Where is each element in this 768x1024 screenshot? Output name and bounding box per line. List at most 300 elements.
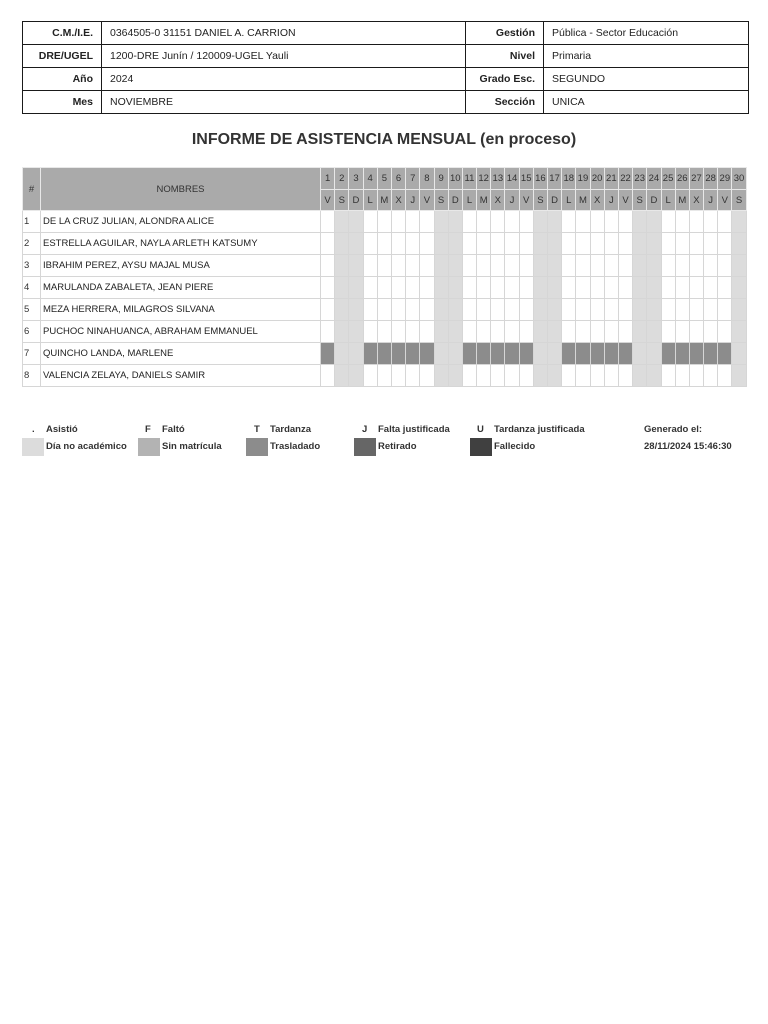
swatch-trasladado: [246, 438, 268, 456]
day-number-header: 28: [704, 168, 718, 190]
attendance-cell: [633, 321, 647, 343]
attendance-cell: [448, 255, 462, 277]
attendance-cell: [406, 343, 420, 365]
day-number-header: 10: [448, 168, 462, 190]
grado-value: SEGUNDO: [544, 68, 749, 91]
attendance-cell: [349, 211, 363, 233]
day-number-header: 29: [718, 168, 732, 190]
swatch-sin-matricula: [138, 438, 160, 456]
attendance-cell: [618, 233, 632, 255]
attendance-cell: [590, 299, 604, 321]
weekday-header: D: [548, 190, 562, 211]
attendance-cell: [548, 299, 562, 321]
attendance-cell: [335, 321, 349, 343]
attendance-cell: [391, 211, 405, 233]
attendance-cell: [718, 211, 732, 233]
cmie-label: C.M./I.E.: [23, 22, 102, 45]
attendance-cell: [505, 277, 519, 299]
attendance-cell: [448, 343, 462, 365]
attendance-cell: [519, 233, 533, 255]
attendance-cell: [363, 343, 377, 365]
weekday-header: J: [505, 190, 519, 211]
attendance-cell: [519, 343, 533, 365]
attendance-cell: [633, 299, 647, 321]
attendance-cell: [647, 321, 661, 343]
attendance-cell: [533, 365, 547, 387]
attendance-cell: [462, 255, 476, 277]
attendance-cell: [477, 277, 491, 299]
attendance-cell: [732, 211, 746, 233]
attendance-cell: [562, 321, 576, 343]
attendance-cell: [533, 211, 547, 233]
student-number: 7: [23, 343, 41, 365]
student-name: MEZA HERRERA, MILAGROS SILVANA: [41, 299, 321, 321]
attendance-cell: [533, 277, 547, 299]
attendance-cell: [562, 277, 576, 299]
attendance-cell: [477, 211, 491, 233]
day-number-header: 8: [420, 168, 434, 190]
student-name: MARULANDA ZABALETA, JEAN PIERE: [41, 277, 321, 299]
attendance-cell: [363, 321, 377, 343]
seccion-value: UNICA: [544, 91, 749, 114]
attendance-cell: [647, 233, 661, 255]
student-number: 3: [23, 255, 41, 277]
attendance-cell: [718, 233, 732, 255]
attendance-cell: [377, 343, 391, 365]
legend-code-tardanza-justificada: U: [477, 424, 484, 435]
attendance-cell: [562, 211, 576, 233]
attendance-cell: [576, 211, 590, 233]
attendance-cell: [321, 255, 335, 277]
attendance-cell: [505, 365, 519, 387]
attendance-cell: [406, 255, 420, 277]
weekday-header: S: [533, 190, 547, 211]
attendance-cell: [349, 365, 363, 387]
attendance-cell: [718, 277, 732, 299]
attendance-cell: [491, 233, 505, 255]
attendance-cell: [420, 321, 434, 343]
attendance-cell: [462, 233, 476, 255]
day-number-header: 19: [576, 168, 590, 190]
attendance-cell: [618, 299, 632, 321]
attendance-cell: [633, 255, 647, 277]
attendance-cell: [647, 299, 661, 321]
attendance-cell: [321, 321, 335, 343]
weekday-header: D: [647, 190, 661, 211]
attendance-cell: [647, 211, 661, 233]
weekday-header: M: [675, 190, 689, 211]
attendance-cell: [590, 255, 604, 277]
attendance-cell: [732, 365, 746, 387]
day-number-header: 1: [321, 168, 335, 190]
student-number: 2: [23, 233, 41, 255]
day-number-header: 22: [618, 168, 632, 190]
day-number-header: 4: [363, 168, 377, 190]
attendance-cell: [377, 233, 391, 255]
student-number: 5: [23, 299, 41, 321]
attendance-cell: [675, 277, 689, 299]
student-number: 4: [23, 277, 41, 299]
student-row: [23, 343, 747, 365]
attendance-cell: [732, 255, 746, 277]
attendance-cell: [718, 321, 732, 343]
attendance-cell: [462, 277, 476, 299]
day-number-header: 24: [647, 168, 661, 190]
attendance-cell: [675, 365, 689, 387]
attendance-cell: [562, 233, 576, 255]
weekday-header: V: [321, 190, 335, 211]
student-row: [23, 211, 747, 233]
generated-value: 28/11/2024 15:46:30: [644, 441, 732, 452]
attendance-cell: [618, 211, 632, 233]
swatch-fallecido: [470, 438, 492, 456]
seccion-label: Sección: [466, 91, 544, 114]
attendance-cell: [647, 277, 661, 299]
day-number-header: 5: [377, 168, 391, 190]
student-row: [23, 365, 747, 387]
day-number-header: 7: [406, 168, 420, 190]
attendance-cell: [434, 343, 448, 365]
attendance-cell: [391, 321, 405, 343]
attendance-cell: [533, 233, 547, 255]
attendance-cell: [689, 365, 703, 387]
attendance-cell: [548, 211, 562, 233]
attendance-cell: [519, 365, 533, 387]
day-number-header: 11: [462, 168, 476, 190]
student-row: [23, 299, 747, 321]
attendance-cell: [604, 277, 618, 299]
day-number-header: 26: [675, 168, 689, 190]
weekday-header: D: [349, 190, 363, 211]
attendance-cell: [321, 233, 335, 255]
attendance-cell: [533, 255, 547, 277]
attendance-cell: [618, 255, 632, 277]
attendance-cell: [391, 255, 405, 277]
page-title: INFORME DE ASISTENCIA MENSUAL (en proceso): [191, 131, 577, 148]
grado-label: Grado Esc.: [466, 68, 544, 91]
attendance-cell: [519, 211, 533, 233]
attendance-cell: [675, 343, 689, 365]
day-number-header: 3: [349, 168, 363, 190]
attendance-cell: [689, 321, 703, 343]
weekday-header: X: [689, 190, 703, 211]
attendance-cell: [349, 255, 363, 277]
day-number-header: 6: [391, 168, 405, 190]
legend-label-tardanza: Tardanza: [270, 424, 312, 435]
attendance-cell: [491, 365, 505, 387]
attendance-cell: [363, 299, 377, 321]
attendance-cell: [462, 365, 476, 387]
legend-label-trasladado: Trasladado: [270, 441, 321, 452]
weekday-header: L: [462, 190, 476, 211]
student-name: ESTRELLA AGUILAR, NAYLA ARLETH KATSUMY: [41, 233, 321, 255]
attendance-cell: [377, 321, 391, 343]
day-number-header: 15: [519, 168, 533, 190]
legend-code-asistio: .: [32, 424, 35, 435]
weekday-header: S: [732, 190, 746, 211]
attendance-cell: [434, 211, 448, 233]
legend-label-fallecido: Fallecido: [494, 441, 536, 452]
attendance-cell: [335, 365, 349, 387]
anio-label: Año: [23, 68, 102, 91]
day-number-header: 14: [505, 168, 519, 190]
legend-code-tardanza: T: [254, 424, 260, 435]
attendance-cell: [533, 343, 547, 365]
attendance-cell: [406, 233, 420, 255]
attendance-cell: [661, 343, 675, 365]
attendance-cell: [448, 299, 462, 321]
weekday-header: D: [448, 190, 462, 211]
day-number-header: 18: [562, 168, 576, 190]
attendance-cell: [675, 299, 689, 321]
attendance-cell: [505, 321, 519, 343]
attendance-cell: [321, 343, 335, 365]
attendance-cell: [363, 277, 377, 299]
nivel-label: Nivel: [466, 45, 544, 68]
student-row: [23, 277, 747, 299]
weekday-header: J: [406, 190, 420, 211]
weekday-header: X: [590, 190, 604, 211]
attendance-cell: [363, 233, 377, 255]
attendance-cell: [590, 277, 604, 299]
attendance-cell: [562, 365, 576, 387]
attendance-cell: [477, 321, 491, 343]
legend-label-retirado: Retirado: [378, 441, 417, 452]
attendance-cell: [349, 233, 363, 255]
attendance-cell: [704, 211, 718, 233]
attendance-cell: [434, 277, 448, 299]
attendance-cell: [604, 343, 618, 365]
attendance-cell: [448, 233, 462, 255]
attendance-cell: [491, 255, 505, 277]
attendance-cell: [420, 255, 434, 277]
dre-label: DRE/UGEL: [23, 45, 102, 68]
attendance-cell: [505, 255, 519, 277]
attendance-cell: [363, 211, 377, 233]
attendance-cell: [661, 299, 675, 321]
student-name: IBRAHIM PEREZ, AYSU MAJAL MUSA: [41, 255, 321, 277]
attendance-cell: [491, 299, 505, 321]
attendance-cell: [349, 299, 363, 321]
attendance-cell: [661, 277, 675, 299]
attendance-cell: [590, 211, 604, 233]
attendance-cell: [633, 343, 647, 365]
attendance-cell: [335, 277, 349, 299]
weekday-header: M: [477, 190, 491, 211]
attendance-cell: [448, 211, 462, 233]
attendance-cell: [548, 277, 562, 299]
attendance-cell: [576, 343, 590, 365]
day-number-header: 16: [533, 168, 547, 190]
student-name: QUINCHO LANDA, MARLENE: [41, 343, 321, 365]
attendance-cell: [505, 233, 519, 255]
attendance-cell: [491, 321, 505, 343]
attendance-cell: [704, 233, 718, 255]
attendance-cell: [491, 277, 505, 299]
attendance-cell: [377, 365, 391, 387]
student-name: DE LA CRUZ JULIAN, ALONDRA ALICE: [41, 211, 321, 233]
attendance-cell: [675, 255, 689, 277]
weekday-header: V: [420, 190, 434, 211]
attendance-cell: [704, 255, 718, 277]
attendance-cell: [633, 277, 647, 299]
attendance-cell: [434, 299, 448, 321]
gestion-label: Gestión: [466, 22, 544, 45]
attendance-cell: [633, 233, 647, 255]
attendance-cell: [377, 211, 391, 233]
attendance-cell: [519, 299, 533, 321]
mes-value: NOVIEMBRE: [102, 91, 466, 114]
attendance-cell: [576, 277, 590, 299]
attendance-cell: [321, 299, 335, 321]
attendance-cell: [590, 233, 604, 255]
attendance-cell: [335, 255, 349, 277]
legend-code-falta-justificada: J: [362, 424, 368, 435]
day-number-header: 21: [604, 168, 618, 190]
attendance-cell: [335, 299, 349, 321]
attendance-cell: [533, 321, 547, 343]
swatch-retirado: [354, 438, 376, 456]
attendance-cell: [732, 299, 746, 321]
attendance-cell: [420, 277, 434, 299]
weekday-header: L: [363, 190, 377, 211]
attendance-cell: [718, 365, 732, 387]
attendance-cell: [562, 255, 576, 277]
attendance-cell: [732, 277, 746, 299]
generated-label: Generado el:: [644, 424, 703, 435]
attendance-cell: [420, 365, 434, 387]
attendance-cell: [477, 365, 491, 387]
header-number: #: [23, 168, 41, 211]
attendance-cell: [704, 343, 718, 365]
attendance-cell: [548, 255, 562, 277]
attendance-cell: [704, 321, 718, 343]
attendance-cell: [406, 277, 420, 299]
attendance-cell: [590, 365, 604, 387]
weekday-header: L: [661, 190, 675, 211]
day-number-header: 12: [477, 168, 491, 190]
attendance-cell: [363, 255, 377, 277]
attendance-cell: [448, 365, 462, 387]
attendance-cell: [633, 365, 647, 387]
day-number-header: 30: [732, 168, 746, 190]
attendance-cell: [618, 343, 632, 365]
day-number-header: 9: [434, 168, 448, 190]
attendance-cell: [562, 299, 576, 321]
attendance-cell: [420, 343, 434, 365]
attendance-cell: [491, 343, 505, 365]
attendance-cell: [548, 343, 562, 365]
legend-label-asistio: Asistió: [46, 424, 78, 435]
student-name: PUCHOC NINAHUANCA, ABRAHAM EMMANUEL: [41, 321, 321, 343]
student-number: 6: [23, 321, 41, 343]
attendance-cell: [590, 343, 604, 365]
attendance-cell: [434, 255, 448, 277]
attendance-cell: [704, 277, 718, 299]
attendance-cell: [732, 233, 746, 255]
attendance-cell: [505, 211, 519, 233]
day-number-header: 25: [661, 168, 675, 190]
attendance-table: [22, 167, 747, 387]
attendance-cell: [477, 255, 491, 277]
weekday-header: V: [618, 190, 632, 211]
attendance-cell: [491, 211, 505, 233]
attendance-cell: [434, 233, 448, 255]
attendance-cell: [377, 277, 391, 299]
attendance-cell: [661, 233, 675, 255]
attendance-cell: [704, 365, 718, 387]
attendance-cell: [661, 211, 675, 233]
student-number: 8: [23, 365, 41, 387]
attendance-cell: [321, 277, 335, 299]
weekday-header: S: [434, 190, 448, 211]
attendance-cell: [505, 299, 519, 321]
attendance-cell: [562, 343, 576, 365]
attendance-cell: [391, 233, 405, 255]
attendance-cell: [462, 321, 476, 343]
attendance-cell: [675, 321, 689, 343]
attendance-cell: [391, 343, 405, 365]
attendance-cell: [618, 277, 632, 299]
weekday-header: M: [377, 190, 391, 211]
attendance-cell: [604, 365, 618, 387]
attendance-cell: [505, 343, 519, 365]
attendance-cell: [590, 321, 604, 343]
attendance-cell: [406, 211, 420, 233]
attendance-cell: [604, 255, 618, 277]
mes-label: Mes: [23, 91, 102, 114]
attendance-cell: [675, 233, 689, 255]
student-name: VALENCIA ZELAYA, DANIELS SAMIR: [41, 365, 321, 387]
attendance-cell: [391, 277, 405, 299]
attendance-cell: [689, 299, 703, 321]
attendance-cell: [477, 233, 491, 255]
student-row: [23, 233, 747, 255]
attendance-cell: [647, 343, 661, 365]
attendance-cell: [661, 365, 675, 387]
attendance-cell: [576, 299, 590, 321]
attendance-cell: [689, 343, 703, 365]
attendance-cell: [462, 299, 476, 321]
gestion-value: Pública - Sector Educación: [544, 22, 749, 45]
attendance-cell: [406, 299, 420, 321]
attendance-cell: [576, 365, 590, 387]
attendance-cell: [420, 233, 434, 255]
attendance-cell: [732, 321, 746, 343]
attendance-cell: [548, 365, 562, 387]
attendance-cell: [647, 365, 661, 387]
school-info-table: [22, 21, 749, 114]
attendance-cell: [576, 255, 590, 277]
swatch-dia-no-academico: [22, 438, 44, 456]
day-number-header: 13: [491, 168, 505, 190]
weekday-header: X: [491, 190, 505, 211]
day-number-header: 20: [590, 168, 604, 190]
attendance-cell: [462, 211, 476, 233]
attendance-cell: [519, 255, 533, 277]
attendance-cell: [661, 255, 675, 277]
nivel-value: Primaria: [544, 45, 749, 68]
weekday-header: S: [335, 190, 349, 211]
attendance-cell: [576, 321, 590, 343]
day-number-header: 17: [548, 168, 562, 190]
attendance-cell: [718, 255, 732, 277]
attendance-cell: [406, 321, 420, 343]
legend-label-falta-justificada: Falta justificada: [378, 424, 450, 435]
attendance-cell: [604, 211, 618, 233]
weekday-header: M: [576, 190, 590, 211]
attendance-cell: [321, 365, 335, 387]
